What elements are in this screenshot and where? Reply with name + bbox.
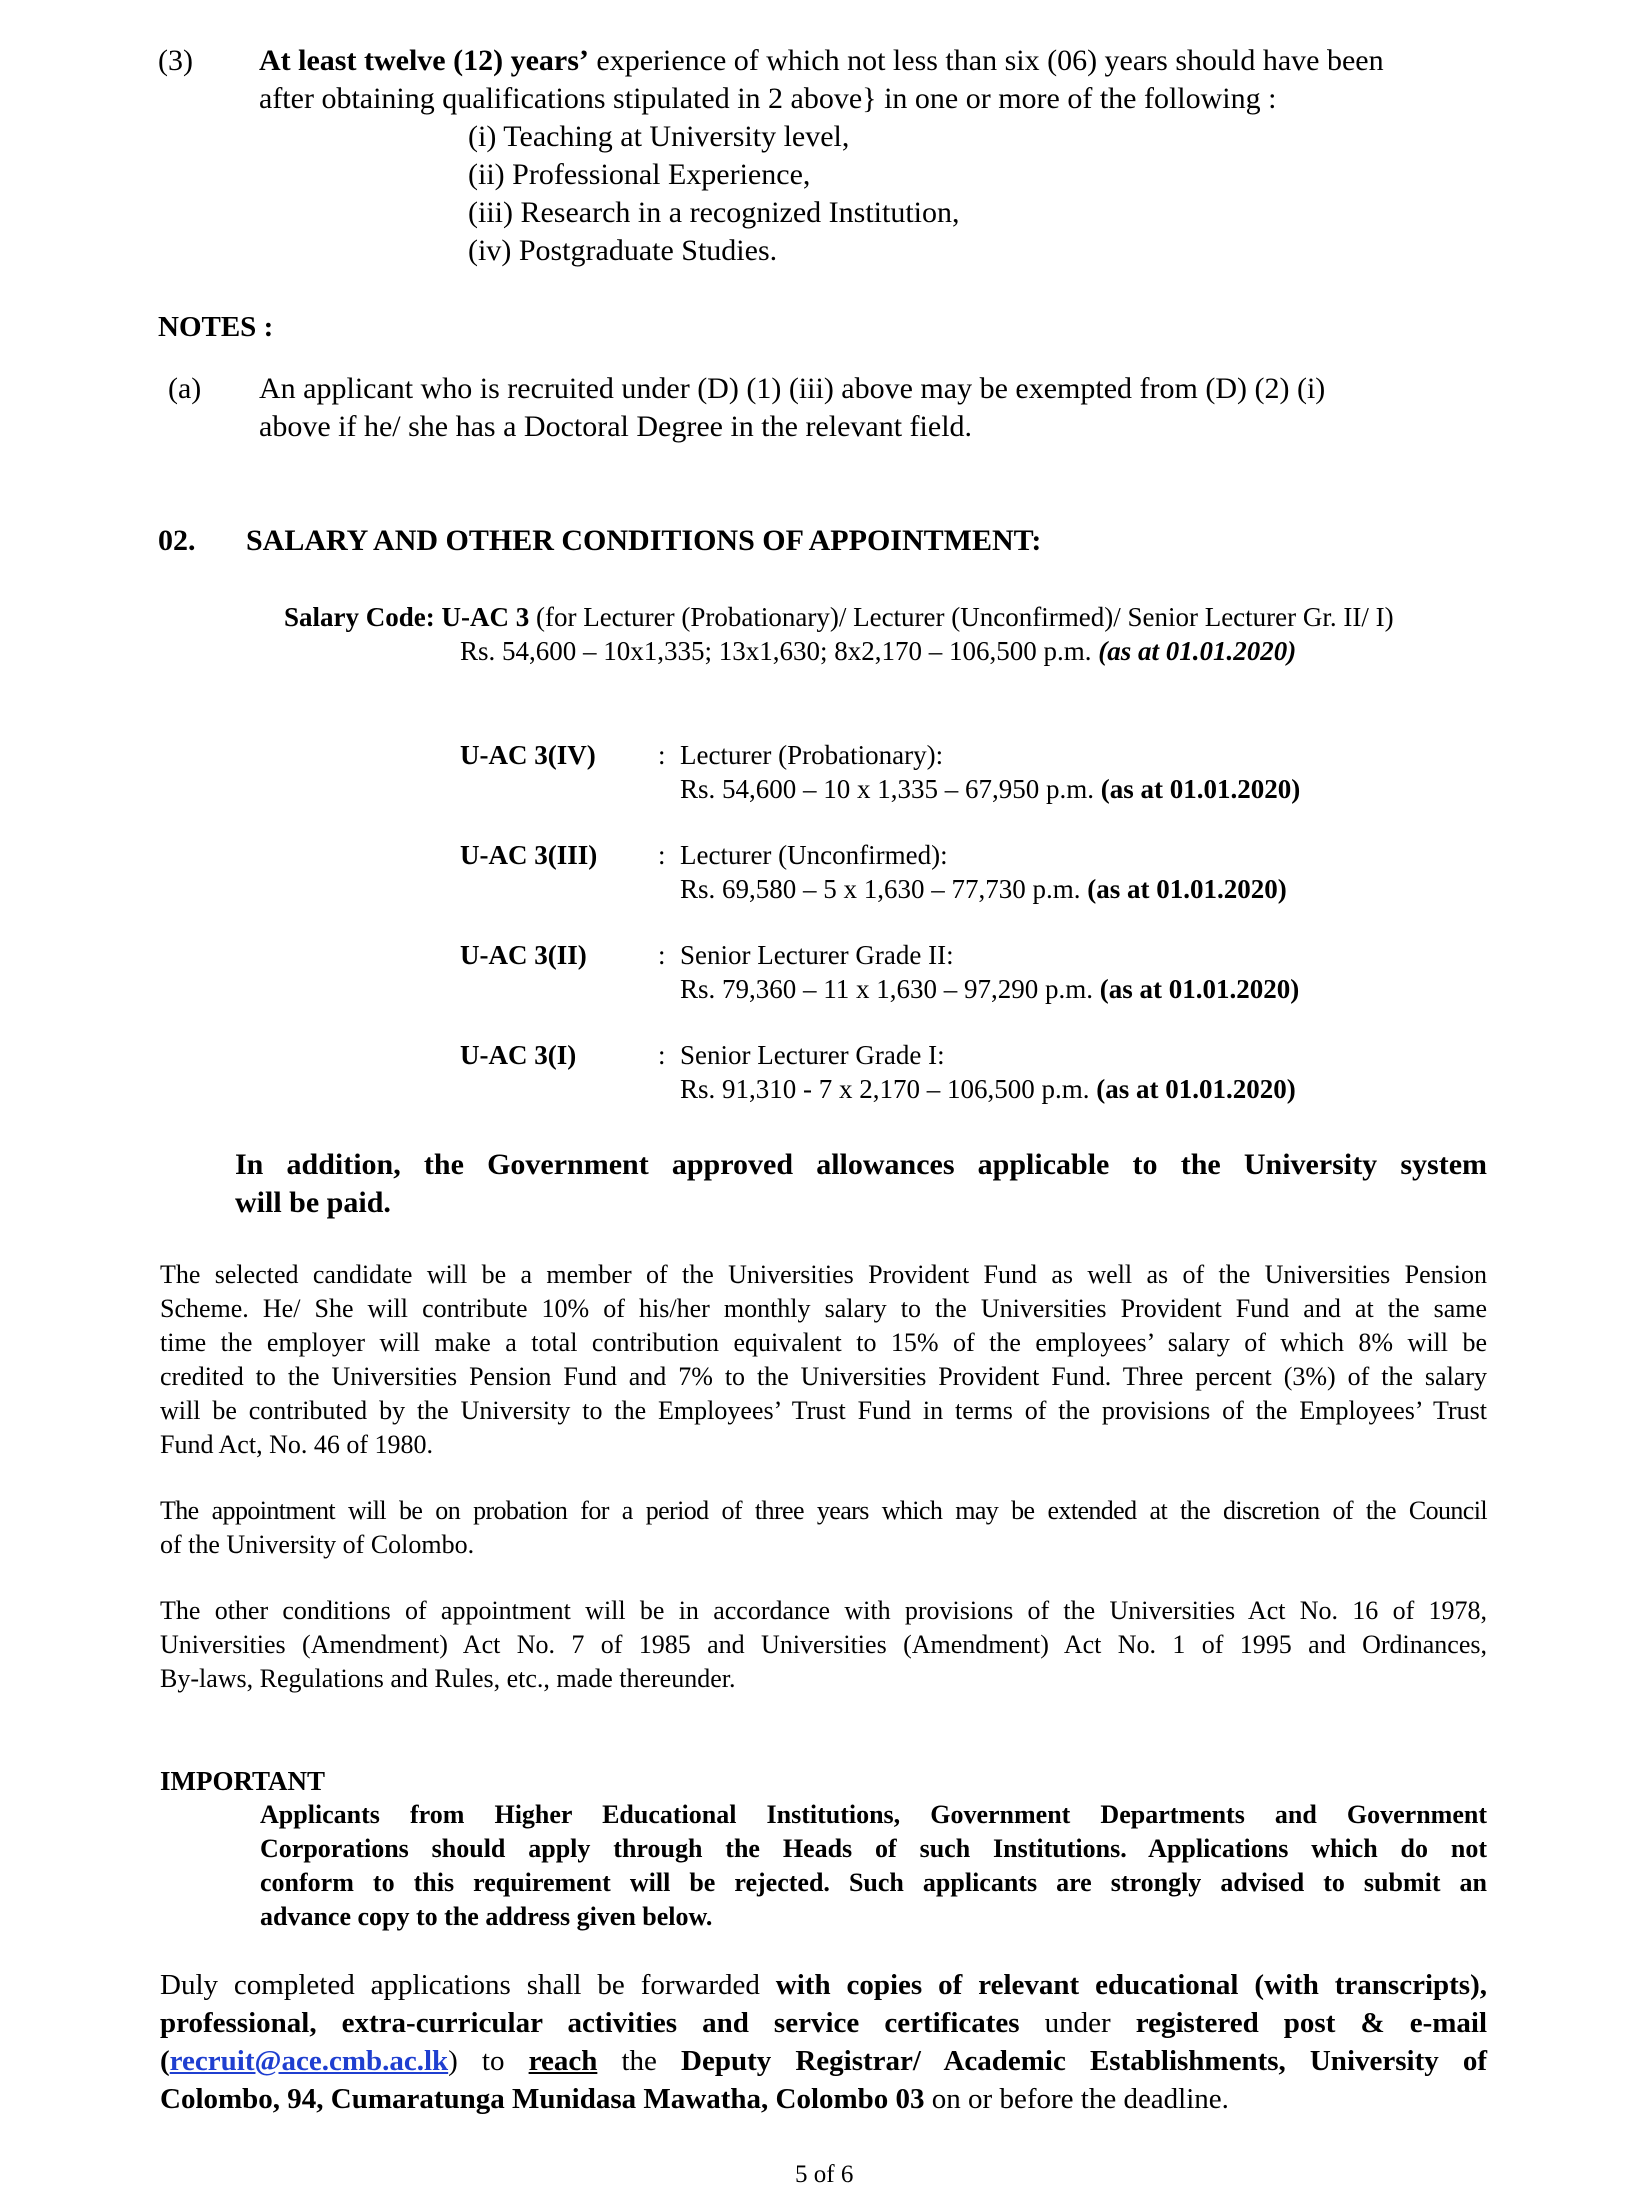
experience-item: (ii) Professional Experience,	[468, 158, 811, 191]
item-number: (3)	[158, 44, 193, 77]
grade-title: Senior Lecturer Grade II:	[680, 940, 954, 970]
important-line: conform to this requirement will be rejected. Such applicants are strongly advised to submit an	[260, 1868, 1487, 1897]
grade-as-at: (as at 01.01.2020)	[1087, 874, 1287, 904]
conditions-line: By-laws, Regulations and Rules, etc., made thereunder.	[160, 1664, 736, 1693]
experience-item: (i) Teaching at University level,	[468, 120, 850, 153]
note-label: (a)	[168, 372, 202, 405]
provident-line: time the employer will make a total contribution equivalent to 15% of the employees’ salary of which 8% will be	[160, 1328, 1487, 1357]
grade-scale: Rs. 79,360 – 11 x 1,630 – 97,290 p.m.	[680, 974, 1100, 1004]
grade-colon: :	[658, 840, 666, 870]
grade-scale: Rs. 69,580 – 5 x 1,630 – 77,730 p.m.	[680, 874, 1088, 904]
salary-code-desc: (for Lecturer (Probationary)/ Lecturer (Unconfirmed)/ Senior Lecturer Gr. II/ I)	[529, 602, 1394, 632]
allowances-line-2: will be paid.	[235, 1186, 391, 1219]
allowances-line-1: In addition, the Government approved allowances applicable to the University system	[235, 1148, 1487, 1181]
grade-title: Lecturer (Probationary):	[680, 740, 944, 770]
grade-scale-line	[680, 772, 1300, 806]
grade-as-at: (as at 01.01.2020)	[1100, 774, 1301, 804]
experience-text: experience of which not less than six (06) years should have been	[588, 44, 1384, 77]
grade-code: U-AC 3(I)	[460, 1040, 577, 1070]
section-title: SALARY AND OTHER CONDITIONS OF APPOINTMENT:	[246, 524, 1042, 557]
grade-colon: :	[658, 940, 666, 970]
grade-title: Senior Lecturer Grade I:	[680, 1040, 945, 1070]
submission-line-1	[160, 1966, 1487, 2004]
submission-address-bold: Deputy Registrar/ Academic Establishments, University of	[681, 2045, 1488, 2077]
important-line: Applicants from Higher Educational Institutions, Government Departments and Government	[260, 1800, 1487, 1829]
grade-scale: Rs. 54,600 – 10 x 1,335 – 67,950 p.m.	[680, 774, 1101, 804]
submission-text: ) to	[448, 2045, 529, 2077]
salary-scale-line	[460, 634, 1296, 668]
provident-line: The selected candidate will be a member of the Universities Provident Fund as well as of the Universities Pension	[160, 1260, 1487, 1289]
note-line-1: An applicant who is recruited under (D) (1) (iii) above may be exempted from (D) (2) (i)	[259, 372, 1326, 405]
provident-line: Fund Act, No. 46 of 1980.	[160, 1430, 433, 1459]
experience-line-1	[259, 42, 1384, 80]
grade-scale-line	[680, 1072, 1296, 1106]
reach-underlined: reach	[528, 2045, 598, 2077]
grade-code: U-AC 3(IV)	[460, 740, 596, 770]
conditions-line: Universities (Amendment) Act No. 7 of 1985 and Universities (Amendment) Act No. 1 of 1995 and Ordinances,	[160, 1630, 1487, 1659]
submission-line-3	[160, 2042, 1487, 2080]
submission-bold: with copies of relevant educational (with transcripts),	[775, 1969, 1487, 2001]
section-number: 02.	[158, 524, 196, 557]
submission-address-bold: Colombo, 94, Cumaratunga Munidasa Mawatha, Colombo 03	[160, 2083, 925, 2115]
grade-scale-line	[680, 972, 1299, 1006]
paren-open: (	[160, 2045, 170, 2077]
provident-line: Scheme. He/ She will contribute 10% of his/her monthly salary to the Universities Provident Fund and at the same	[160, 1294, 1487, 1323]
submission-bold: professional, extra-curricular activities and service certificates	[160, 2007, 1020, 2039]
important-heading: IMPORTANT	[160, 1766, 326, 1796]
salary-code-line	[284, 600, 1394, 634]
salary-scale: Rs. 54,600 – 10x1,335; 13x1,630; 8x2,170 – 106,500 p.m.	[460, 636, 1099, 666]
salary-as-at: (as at 01.01.2020)	[1098, 636, 1297, 666]
grade-as-at: (as at 01.01.2020)	[1096, 1074, 1296, 1104]
grade-colon: :	[658, 1040, 666, 1070]
submission-line-4	[160, 2080, 1229, 2118]
page-number: 5 of 6	[795, 2161, 854, 2188]
experience-bold: At least twelve (12) years’	[259, 44, 589, 77]
probation-line: of the University of Colombo.	[160, 1530, 475, 1559]
submission-text: under	[1019, 2007, 1136, 2039]
probation-line: The appointment will be on probation for a period of three years which may be extended at the discretion of the Council	[160, 1496, 1487, 1525]
grade-code: U-AC 3(III)	[460, 840, 598, 870]
conditions-line: The other conditions of appointment will be in accordance with provisions of the Universities Act No. 16 of 1978,	[160, 1596, 1487, 1625]
grade-scale: Rs. 91,310 - 7 x 2,170 – 106,500 p.m.	[680, 1074, 1097, 1104]
grade-as-at: (as at 01.01.2020)	[1099, 974, 1300, 1004]
submission-bold: registered post & e-mail	[1135, 2007, 1487, 2039]
email-link[interactable]: recruit@ace.cmb.ac.lk	[169, 2045, 449, 2077]
grade-title: Lecturer (Unconfirmed):	[680, 840, 948, 870]
important-line: Corporations should apply through the Heads of such Institutions. Applications which do not	[260, 1834, 1487, 1863]
submission-text: Duly completed applications shall be forwarded	[160, 1969, 776, 2001]
notes-heading: NOTES :	[158, 311, 274, 343]
grade-scale-line	[680, 872, 1287, 906]
submission-text: the	[597, 2045, 681, 2077]
submission-text: on or before the deadline.	[924, 2083, 1229, 2115]
provident-line: will be contributed by the University to the Employees’ Trust Fund in terms of the provisions of the Employees’ Trust	[160, 1396, 1487, 1425]
provident-line: credited to the Universities Pension Fund and 7% to the Universities Provident Fund. Three percent (3%) of the salary	[160, 1362, 1487, 1391]
salary-code-label: Salary Code: U-AC 3	[284, 602, 530, 632]
grade-code: U-AC 3(II)	[460, 940, 587, 970]
experience-item: (iv) Postgraduate Studies.	[468, 234, 778, 267]
note-line-2: above if he/ she has a Doctoral Degree in the relevant field.	[259, 410, 973, 443]
important-line: advance copy to the address given below.	[260, 1902, 713, 1931]
grade-colon: :	[658, 740, 666, 770]
experience-item: (iii) Research in a recognized Institution,	[468, 196, 960, 229]
experience-line-2: after obtaining qualifications stipulated in 2 above} in one or more of the following :	[259, 82, 1277, 115]
submission-line-2	[160, 2004, 1487, 2042]
